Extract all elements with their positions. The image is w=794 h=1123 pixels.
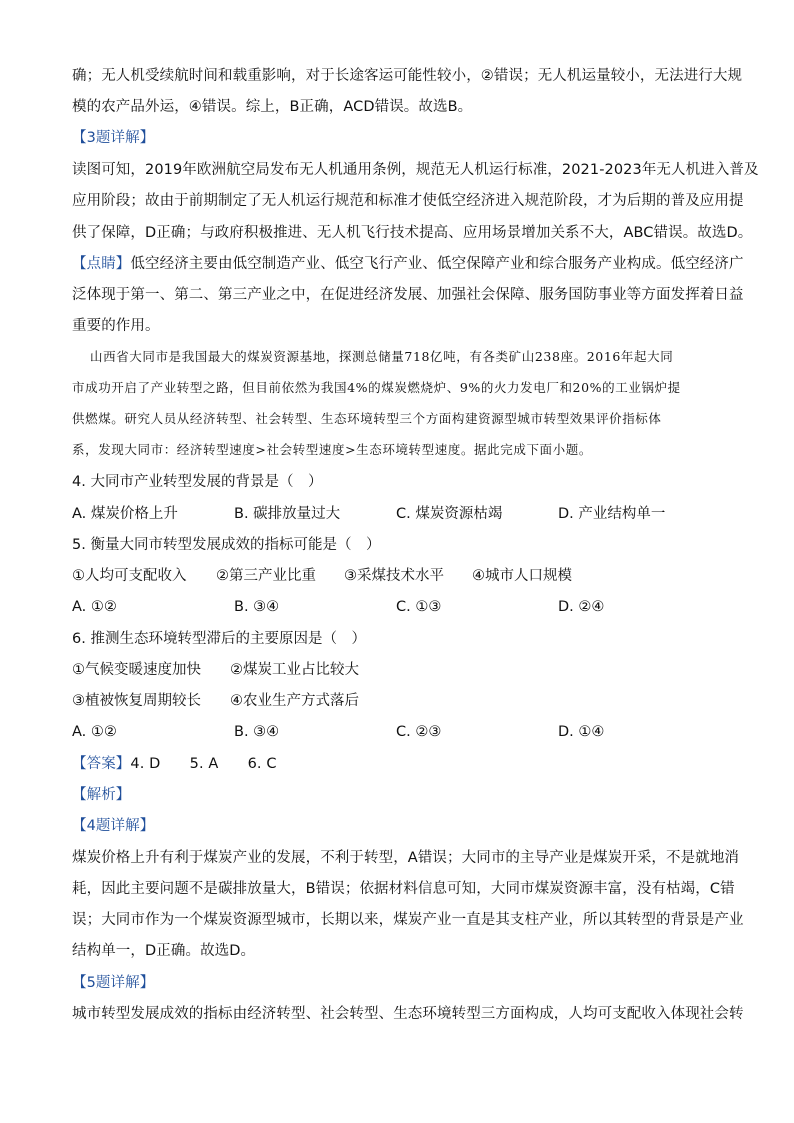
statement-6-4: ④农业生产方式落后 bbox=[230, 693, 359, 709]
option-6d: D. ①④ bbox=[558, 724, 605, 740]
option-5b: B. ③④ bbox=[234, 599, 280, 615]
text-line: 结构单一，D正确。故选D。 bbox=[72, 943, 256, 959]
option-5a: A. ①② bbox=[72, 599, 117, 615]
text-line: 城市转型发展成效的指标由经济转型、社会转型、生态环境转型三方面构成，人均可支配收入体现社会转 bbox=[72, 1006, 744, 1022]
tip-text: 低空经济主要由低空制造产业、低空飞行产业、低空保障产业和综合服务产业构成。低空经济广 bbox=[130, 256, 744, 272]
question-6: 6. 推测生态环境转型滞后的主要原因是（ ） bbox=[72, 631, 366, 647]
material-line: 市成功开启了产业转型之路，但目前依然为我国4%的煤炭燃烧炉、9%的火力发电厂和20%的工业锅炉提 bbox=[72, 380, 681, 395]
text-line: 误；大同市作为一个煤炭资源型城市，长期以来，煤炭产业一直是其支柱产业，所以其转型的背景是产业 bbox=[72, 912, 744, 928]
section-heading: 【3题详解】 bbox=[72, 130, 155, 146]
option-6b: B. ③④ bbox=[234, 724, 280, 740]
option-4d: D. 产业结构单一 bbox=[558, 506, 666, 522]
statement-6-1: ①气候变暖速度加快 bbox=[72, 662, 201, 678]
option-6a: A. ①② bbox=[72, 724, 117, 740]
statement-6-3: ③植被恢复周期较长 bbox=[72, 693, 201, 709]
tip-label: 【点睛】 bbox=[72, 256, 131, 272]
option-4b: B. 碳排放量过大 bbox=[234, 506, 341, 522]
option-5d: D. ②④ bbox=[558, 599, 605, 615]
question-5: 5. 衡量大同市转型发展成效的指标可能是（ ） bbox=[72, 537, 381, 553]
statement-5-2: ②第三产业比重 bbox=[216, 568, 316, 584]
text-line: 重要的作用。 bbox=[72, 318, 160, 334]
text-line: 确；无人机受续航时间和载重影响，对于长途客运可能性较小，②错误；无人机运量较小，无法进行大规 bbox=[72, 68, 743, 84]
text-line: 读图可知，2019年欧洲航空局发布无人机通用条例，规范无人机运行标准，2021-2023年无人机进入普及 bbox=[72, 162, 759, 178]
material-line: 系，发现大同市：经济转型速度>社会转型速度>生态环境转型速度。据此完成下面小题。 bbox=[72, 442, 592, 457]
option-6c: C. ②③ bbox=[396, 724, 442, 740]
section-heading: 【5题详解】 bbox=[72, 975, 155, 991]
question-4: 4. 大同市产业转型发展的背景是（ ） bbox=[72, 474, 323, 490]
statement-5-3: ③采煤技术水平 bbox=[344, 568, 444, 584]
statement-5-1: ①人均可支配收入 bbox=[72, 568, 187, 584]
text-line: 泛体现于第一、第二、第三产业之中，在促进经济发展、加强社会保障、服务国防事业等方面发挥着日益 bbox=[72, 287, 744, 303]
material-line: 山西省大同市是我国最大的煤炭资源基地，探测总储量718亿吨，有各类矿山238座。2016年起大同 bbox=[90, 349, 674, 364]
option-4c: C. 煤炭资源枯竭 bbox=[396, 506, 503, 522]
statement-6-2: ②煤炭工业占比较大 bbox=[230, 662, 359, 678]
answer-line bbox=[72, 754, 277, 774]
section-heading: 【4题详解】 bbox=[72, 818, 155, 834]
answer-label: 【答案】 bbox=[72, 756, 131, 772]
tip-line bbox=[72, 254, 744, 274]
text-line: 供了保障，D正确；与政府积极推进、无人机飞行技术提高、应用场景增加关系不大，ABC错误。故选D。 bbox=[72, 225, 753, 241]
option-5c: C. ①③ bbox=[396, 599, 442, 615]
text-line: 应用阶段；故由于前期制定了无人机运行规范和标准才使低空经济进入规范阶段，才为后期的普及应用提 bbox=[72, 193, 744, 209]
analysis-heading: 【解析】 bbox=[72, 787, 131, 803]
material-line: 供燃煤。研究人员从经济转型、社会转型、生态环境转型三个方面构建资源型城市转型效果评价指标体 bbox=[72, 411, 662, 426]
answer-text: 4. D 5. A 6. C bbox=[130, 756, 277, 772]
text-line: 耗，因此主要问题不是碳排放量大，B错误；依据材料信息可知，大同市煤炭资源丰富，没有枯竭，C错 bbox=[72, 881, 735, 897]
text-line: 模的农产品外运，④错误。综上，B正确，ACD错误。故选B。 bbox=[72, 99, 473, 115]
option-4a: A. 煤炭价格上升 bbox=[72, 506, 178, 522]
statement-5-4: ④城市人口规模 bbox=[472, 568, 572, 584]
text-line: 煤炭价格上升有利于煤炭产业的发展，不利于转型，A错误；大同市的主导产业是煤炭开采，不是就地消 bbox=[72, 850, 740, 866]
